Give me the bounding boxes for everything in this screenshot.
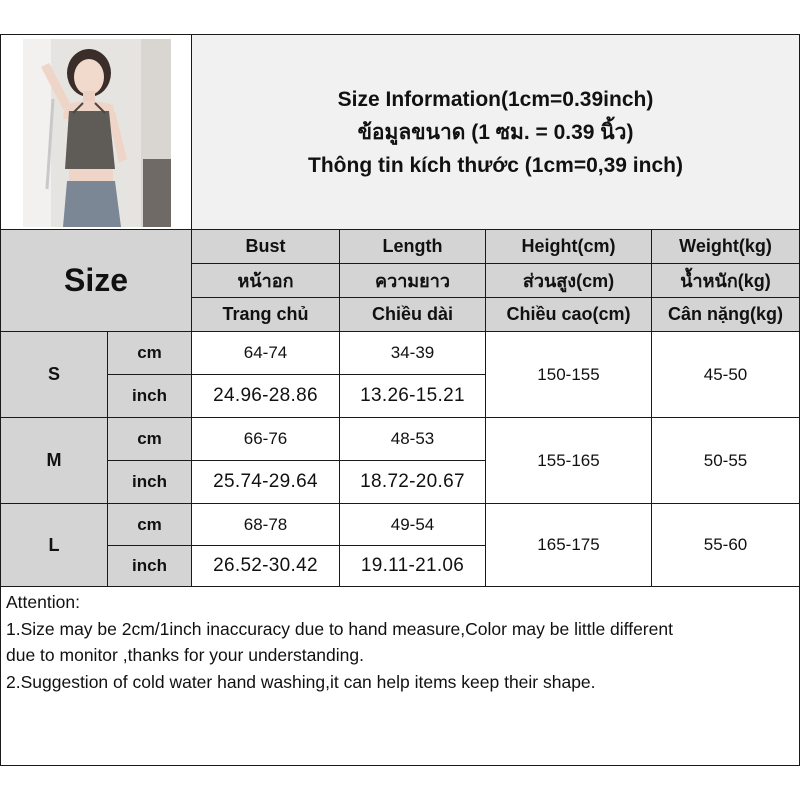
header-length-en: Length	[339, 229, 486, 264]
size-s-height: 150-155	[485, 331, 652, 418]
header-bust-th: หน้าอก	[191, 263, 340, 298]
size-l-length-cm: 49-54	[339, 503, 486, 546]
size-m-cm-unit: cm	[107, 417, 192, 461]
size-m-inch-unit: inch	[107, 460, 192, 504]
size-s-label: S	[0, 331, 108, 418]
notes-line-2: due to monitor ,thanks for your understanding.	[6, 645, 364, 665]
size-label: Size	[63, 262, 129, 298]
title-vietnamese: Thông tin kích thước (1cm=0,39 inch)	[308, 153, 683, 177]
header-length-th: ความยาว	[339, 263, 486, 298]
product-photo-frame	[0, 34, 192, 230]
header-weight-th: น้ำหนัก(kg)	[651, 263, 800, 298]
size-s-cm-unit: cm	[107, 331, 192, 375]
size-s-inch-unit: inch	[107, 374, 192, 418]
size-information-title	[191, 34, 800, 230]
size-l-inch-unit: inch	[107, 545, 192, 587]
size-l-label: L	[0, 503, 108, 587]
size-header-cell	[0, 229, 192, 332]
title-thai: ข้อมูลขนาด (1 ซม. = 0.39 นิ้ว)	[357, 120, 634, 144]
size-m-weight: 50-55	[651, 417, 800, 504]
size-l-weight: 55-60	[651, 503, 800, 587]
header-length-vi: Chiều dài	[339, 297, 486, 332]
header-height-en: Height(cm)	[485, 229, 652, 264]
size-chart	[0, 34, 800, 766]
size-l-bust-cm: 68-78	[191, 503, 340, 546]
notes-line-3: 2.Suggestion of cold water hand washing,it can help items keep their shape.	[6, 671, 596, 692]
product-photo	[23, 39, 171, 227]
size-s-bust-cm: 64-74	[191, 331, 340, 375]
size-s-length-cm: 34-39	[339, 331, 486, 375]
size-l-cm-unit: cm	[107, 503, 192, 546]
header-height-th: ส่วนสูง(cm)	[485, 263, 652, 298]
size-m-length-inch: 18.72-20.67	[339, 460, 486, 504]
size-m-bust-cm: 66-76	[191, 417, 340, 461]
size-m-height: 155-165	[485, 417, 652, 504]
size-m-bust-inch: 25.74-29.64	[191, 460, 340, 504]
notes-line-1: 1.Size may be 2cm/1inch inaccuracy due to hand measure,Color may be little different	[6, 618, 673, 639]
notes-heading: Attention:	[6, 592, 80, 612]
size-s-bust-inch: 24.96-28.86	[191, 374, 340, 418]
size-s-weight: 45-50	[651, 331, 800, 418]
size-m-length-cm: 48-53	[339, 417, 486, 461]
size-l-height: 165-175	[485, 503, 652, 587]
header-weight-en: Weight(kg)	[651, 229, 800, 264]
model-illustration	[23, 39, 171, 227]
size-m-label: M	[0, 417, 108, 504]
title-english: Size Information(1cm=0.39inch)	[337, 87, 654, 111]
size-s-length-inch: 13.26-15.21	[339, 374, 486, 418]
size-l-bust-inch: 26.52-30.42	[191, 545, 340, 587]
header-bust-vi: Trang chủ	[191, 297, 340, 332]
size-l-length-inch: 19.11-21.06	[339, 545, 486, 587]
header-bust-en: Bust	[191, 229, 340, 264]
attention-notes	[0, 586, 800, 766]
header-height-vi: Chiều cao(cm)	[485, 297, 652, 332]
header-weight-vi: Cân nặng(kg)	[651, 297, 800, 332]
